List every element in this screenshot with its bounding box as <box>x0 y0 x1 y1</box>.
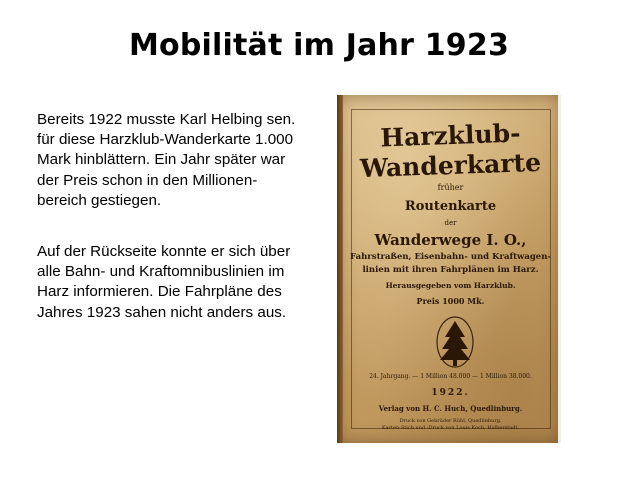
paragraph-line: der Preis schon in den Millionen- <box>37 171 258 189</box>
cover-description-line1: Fahrstraßen, Eisenbahn- und Kraftwagen- <box>350 252 551 262</box>
cover-year: 1922. <box>431 388 470 398</box>
cover-price: Preis 1000 Mk. <box>416 296 485 306</box>
cover-title-line1: Harzklub- <box>380 118 521 153</box>
paragraph-line: Mark hinblättern. Ein Jahr später war <box>37 151 286 169</box>
cover-title-line2: Wanderkarte <box>359 147 542 184</box>
paragraph-backside <box>37 242 327 323</box>
cover-page-edge <box>558 95 561 443</box>
paragraph-line: Auf der Rückseite konnte er sich über <box>37 243 291 260</box>
paragraph-line: Harz informieren. Die Fahrpläne des <box>37 283 282 301</box>
fir-tree-emblem-icon <box>435 315 475 370</box>
paragraph-line: bereich gestiegen. <box>37 191 162 209</box>
cover-printer-line1: Druck von Gebrüder Rühl, Quedlinburg. <box>399 418 502 424</box>
cover-heading: Wanderwege I. O., <box>374 231 527 249</box>
cover-text-der: der <box>444 219 457 227</box>
paragraph-line: alle Bahn- und Kraftomnibuslinien im <box>37 263 285 281</box>
cover-text-formerly: früher <box>437 183 464 192</box>
cover-edition-line: 24. Jahrgang. — 1 Million 48.000 — 1 Million 38.000. <box>369 373 532 380</box>
cover-printer-line2: Karten-Stich und -Druck von Louis Koch, Halberstadt. <box>381 425 520 431</box>
paragraph-line: für diese Harzklub-Wanderkarte 1.000 <box>37 131 294 149</box>
paragraph-line: Jahres 1923 sahen nicht anders aus. <box>37 303 287 321</box>
cover-publisher: Verlag von H. C. Huch, Quedlinburg. <box>378 404 523 413</box>
paragraph-line: Bereits 1922 musste Karl Helbing sen. <box>37 111 296 128</box>
paragraph-price <box>37 110 327 211</box>
cover-publisher-note: Herausgegeben vom Harzklub. <box>385 281 516 290</box>
booklet-cover-photo <box>337 95 561 443</box>
slide-title: Mobilität im Jahr 1923 <box>128 28 510 63</box>
cover-description-line2: linien mit ihren Fahrplänen im Harz. <box>362 265 539 275</box>
cover-subtitle: Routenkarte <box>404 199 497 214</box>
